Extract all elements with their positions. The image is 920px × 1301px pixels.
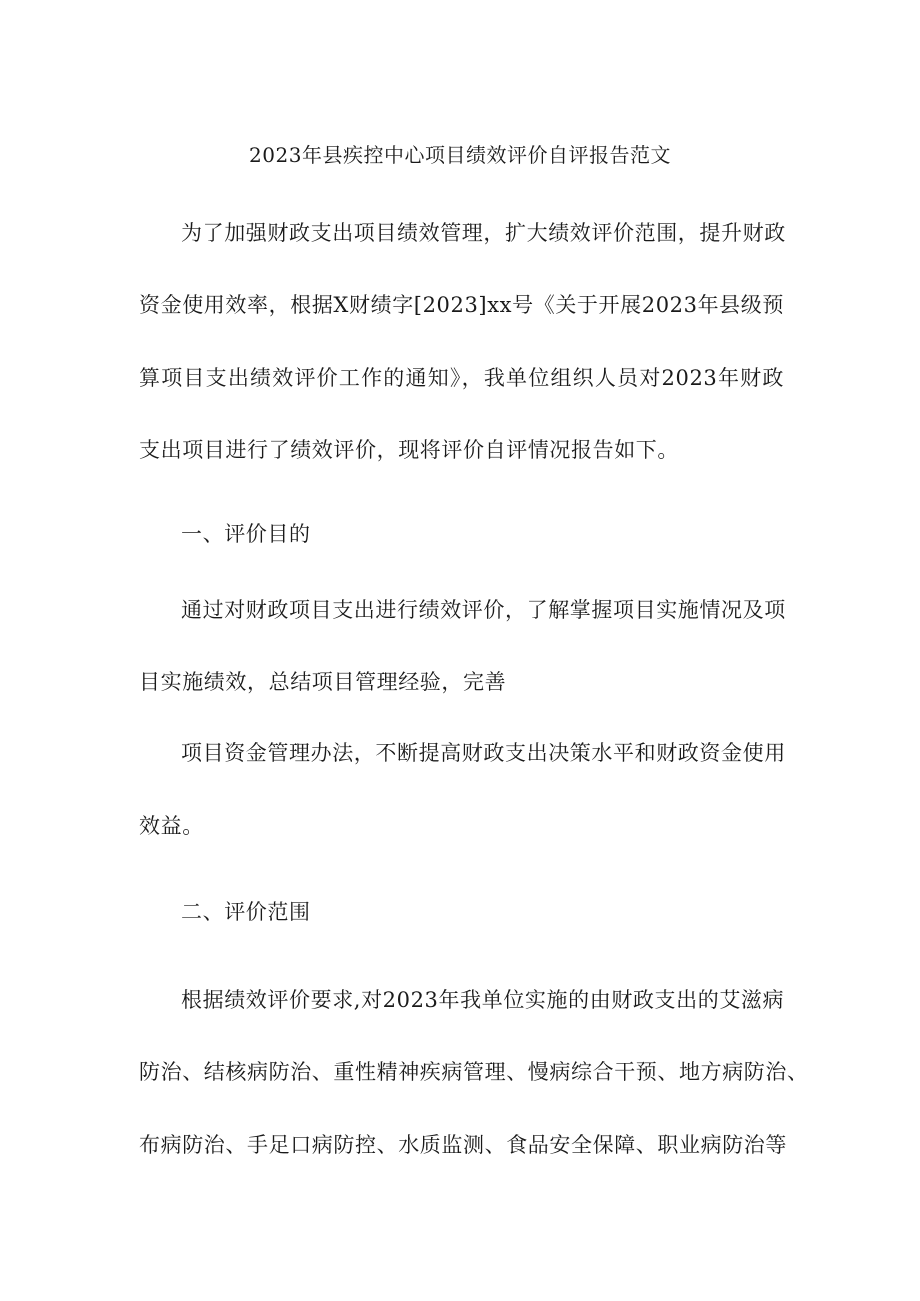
paragraph-intro-line-4: 支出项目进行了绩效评价，现将评价自评情况报告如下。 [139, 438, 679, 462]
paragraph-intro-line-2: 资金使用效率，根据X财绩字[2023]xx号《关于开展2023年县级预 [139, 293, 784, 317]
paragraph-scope-line-2: 防治、结核病防治、重性精神疾病管理、慢病综合干预、地方病防治、 [139, 1060, 809, 1084]
paragraph-purpose-line-2: 目实施绩效，总结项目管理经验，完善 [139, 670, 507, 694]
paragraph-purpose-line-4: 效益。 [139, 814, 204, 838]
section-heading-scope: 二、评价范围 [181, 900, 311, 924]
paragraph-purpose-line-1: 通过对财政项目支出进行绩效评价，了解掌握项目实施情况及项 [181, 598, 786, 622]
section-heading-purpose: 一、评价目的 [181, 522, 311, 546]
paragraph-purpose-line-3: 项目资金管理办法，不断提高财政支出决策水平和财政资金使用 [181, 741, 786, 765]
paragraph-scope-line-1: 根据绩效评价要求,对2023年我单位实施的由财政支出的艾滋病 [181, 988, 785, 1012]
document-title: 2023年县疾控中心项目绩效评价自评报告范文 [249, 143, 671, 167]
paragraph-intro-line-3: 算项目支出绩效评价工作的通知》，我单位组织人员对2023年财政 [139, 366, 784, 390]
paragraph-scope-line-3: 布病防治、手足口病防控、水质监测、食品安全保障、职业病防治等 [139, 1133, 787, 1157]
paragraph-intro-line-1: 为了加强财政支出项目绩效管理，扩大绩效评价范围，提升财政 [181, 221, 786, 245]
